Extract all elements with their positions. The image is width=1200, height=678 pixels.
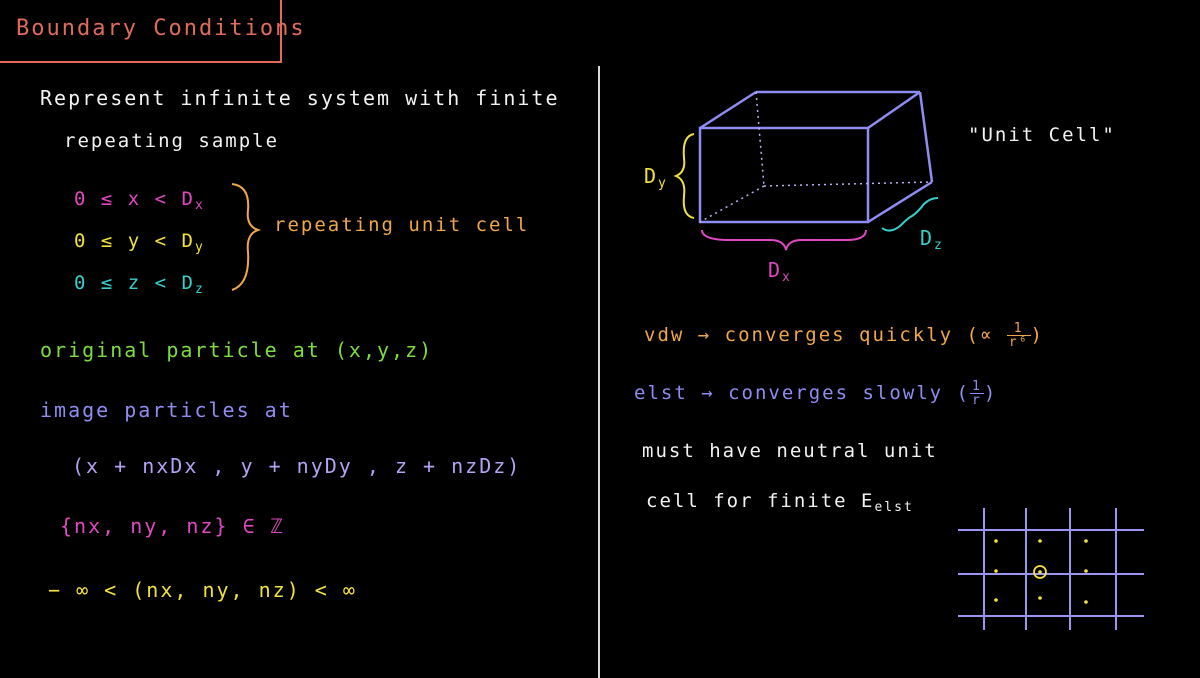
range-x: $0 \le x < D_x$ (74, 188, 205, 213)
central-particle (1034, 566, 1046, 578)
neutral-line-1: must have neutral unit (642, 440, 938, 462)
integer-set: {nx, ny, nz} ∈ ℤ (60, 514, 285, 538)
intro-line-1: Represent infinite system with finite (40, 86, 560, 110)
elst-fraction: $\frac{1}{r}$ (971, 379, 982, 408)
neutral-line-2: cell for finite $E_{elst}$ (646, 490, 914, 515)
lattice-grid (958, 508, 1144, 630)
dim-x-label: $D_x$ (768, 258, 792, 285)
vdw-line: vdw → converges quickly (∝ $\frac{1}{\text{r⁶}}$ ) (644, 321, 1044, 350)
original-particle: original particle at (x,y,z) (40, 338, 434, 362)
unit-cell-box (700, 92, 932, 222)
dim-y-label: $D_y$ (644, 164, 668, 191)
range-y: $0 \le y < D_y$ (74, 230, 205, 255)
intro-line-2: repeating sample (64, 130, 280, 152)
image-formula: (x + nxDx , y + nyDy , z + nzDz) (72, 454, 522, 478)
range-brace (232, 184, 258, 290)
image-particles-label: image particles at (40, 398, 293, 422)
range-z: $0 \le z < D_z$ (74, 272, 205, 297)
vdw-fraction: $\frac{1}{\text{r⁶}}$ (1008, 321, 1029, 350)
dy-brace (676, 134, 694, 218)
page-title: Boundary Conditions (16, 16, 306, 41)
elst-line: elst → converges slowly ( $\frac{1}{r}$ ) (634, 379, 998, 408)
dx-brace (702, 230, 866, 250)
brace-label: repeating unit cell (274, 214, 530, 236)
infinity-range: − ∞ < (nx, ny, nz) < ∞ (48, 578, 357, 602)
unit-cell-label: "Unit Cell" (968, 124, 1116, 146)
dz-brace (882, 198, 938, 231)
dim-z-label: $D_z$ (920, 226, 944, 253)
